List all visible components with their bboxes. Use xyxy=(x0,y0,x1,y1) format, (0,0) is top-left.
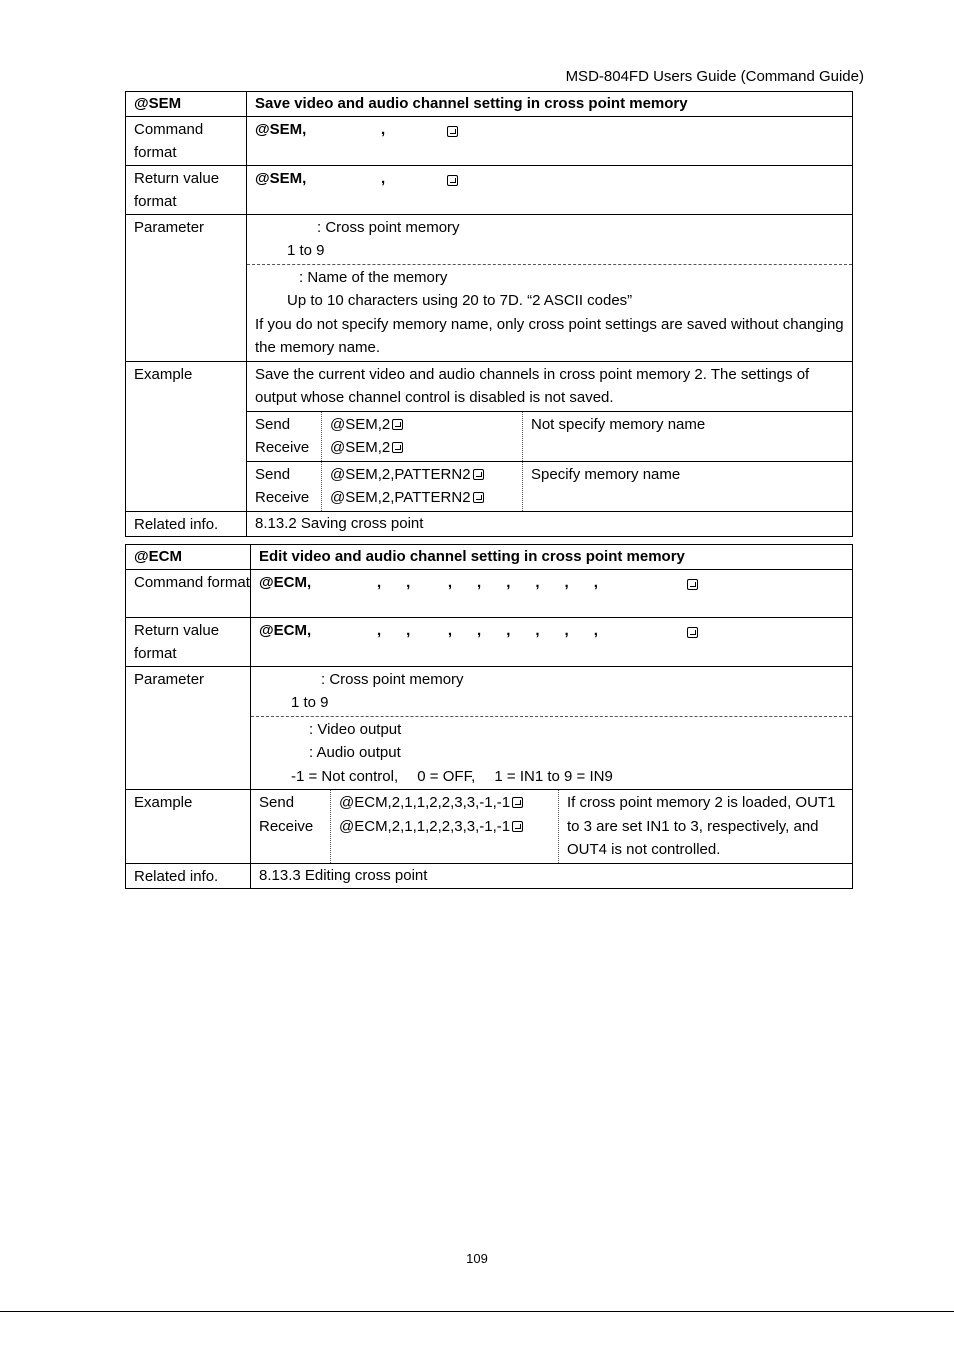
footer-divider xyxy=(0,1311,954,1312)
return-key-icon xyxy=(392,442,403,453)
sem-example-receive: @SEM,2 xyxy=(330,439,391,456)
sem-example-send-label: Send xyxy=(255,415,291,433)
return-key-icon xyxy=(473,492,484,503)
ecm-example-receive: @ECM,2,1,1,2,2,3,3,-1,-1 xyxy=(339,817,511,835)
sem-parameter-cell xyxy=(247,214,853,361)
return-key-icon xyxy=(473,469,484,480)
ecm-return-text: @ECM, xyxy=(259,621,312,639)
ecm-parameter-cell xyxy=(251,666,853,790)
return-key-icon xyxy=(685,621,698,645)
document-header: MSD-804FD Users Guide (Command Guide) xyxy=(565,68,864,85)
page-number: 109 xyxy=(466,1251,488,1266)
ecm-command-separators: , , , , , , , , xyxy=(377,573,598,591)
ecm-example-send-label: Send xyxy=(259,794,295,811)
sem-related-label: Related info. xyxy=(126,511,247,537)
ecm-param2-desc: : Video output xyxy=(309,720,402,738)
return-key-icon xyxy=(445,169,458,193)
ecm-param3-desc: : Audio output xyxy=(309,744,401,761)
ecm-example-label: Example xyxy=(126,790,251,864)
ecm-command-description: Edit video and audio channel setting in cross point memory xyxy=(251,545,853,570)
sem-example-send: @SEM,2,PATTERN2 xyxy=(330,465,471,483)
sem-example-note: Specify memory name xyxy=(531,465,681,483)
sem-command-name: @SEM xyxy=(126,92,247,117)
ecm-command-format-label: Command format xyxy=(126,569,251,617)
sem-example-send: @SEM,2 xyxy=(330,415,391,433)
sem-command-separator: , xyxy=(381,120,386,138)
sem-command-description: Save video and audio channel setting in cross point memory xyxy=(247,92,853,117)
sem-parameter-label: Parameter xyxy=(126,214,247,361)
ecm-return-format-label: Return value format xyxy=(126,617,251,666)
ecm-example-cell xyxy=(251,790,853,864)
ecm-related-info: 8.13.3 Editing cross point xyxy=(251,863,853,889)
ecm-example-send: @ECM,2,1,1,2,2,3,3,-1,-1 xyxy=(339,794,511,811)
return-key-icon xyxy=(512,821,523,832)
sem-command-text: @SEM, xyxy=(255,120,307,138)
return-key-icon xyxy=(685,573,698,597)
sem-param1-range: 1 to 9 xyxy=(287,242,325,259)
sem-return-separator: , xyxy=(381,169,386,187)
ecm-example-note: If cross point memory 2 is loaded, OUT1 to 3 are set IN1 to 3, respectively, and OUT4 is not controlled. xyxy=(567,794,836,858)
sem-command-format xyxy=(247,116,853,165)
sem-example-row xyxy=(247,411,852,461)
sem-return-format xyxy=(247,165,853,214)
sem-example-row xyxy=(247,461,852,511)
ecm-param1-range: 1 to 9 xyxy=(291,694,329,711)
sem-param2-detail: Up to 10 characters using 20 to 7D. “2 ASCII codes” xyxy=(287,292,633,309)
ecm-command-name: @ECM xyxy=(126,545,251,570)
sem-param1-desc: : Cross point memory xyxy=(317,218,460,236)
sem-related-info: 8.13.2 Saving cross point xyxy=(247,511,853,537)
return-key-icon xyxy=(392,419,403,430)
sem-command-table xyxy=(125,91,853,537)
ecm-return-separators: , , , , , , , , xyxy=(377,621,598,639)
ecm-command-text: @ECM, xyxy=(259,573,312,591)
ecm-command-table xyxy=(125,544,853,889)
sem-param2-note: If you do not specify memory name, only cross point settings are saved without changing the memory name. xyxy=(255,315,844,356)
ecm-example-row xyxy=(251,790,852,863)
sem-example-receive-label: Receive xyxy=(255,489,310,506)
ecm-param-values: -1 = Not control, 0 = OFF, 1 = IN1 to 9 = IN9 xyxy=(291,767,613,785)
return-key-icon xyxy=(512,797,523,808)
ecm-param1-desc: : Cross point memory xyxy=(321,670,464,688)
ecm-return-format xyxy=(251,617,853,666)
ecm-related-label: Related info. xyxy=(126,863,251,889)
sem-example-note: Not specify memory name xyxy=(531,415,706,433)
sem-param2-desc: : Name of the memory xyxy=(299,268,448,286)
ecm-command-format xyxy=(251,569,853,617)
sem-example-receive-label: Receive xyxy=(255,439,310,456)
sem-return-text: @SEM, xyxy=(255,169,307,187)
sem-return-format-label: Return value format xyxy=(126,165,247,214)
sem-example-receive: @SEM,2,PATTERN2 xyxy=(330,489,471,506)
sem-example-send-label: Send xyxy=(255,465,291,483)
return-key-icon xyxy=(445,120,458,144)
sem-example-cell xyxy=(247,361,853,511)
ecm-parameter-label: Parameter xyxy=(126,666,251,790)
sem-example-intro: Save the current video and audio channels in cross point memory 2. The settings of output whose channel control is disabled is not saved. xyxy=(255,365,810,406)
sem-example-label: Example xyxy=(126,361,247,511)
ecm-example-receive-label: Receive xyxy=(259,817,314,835)
sem-command-format-label: Command format xyxy=(126,116,247,165)
